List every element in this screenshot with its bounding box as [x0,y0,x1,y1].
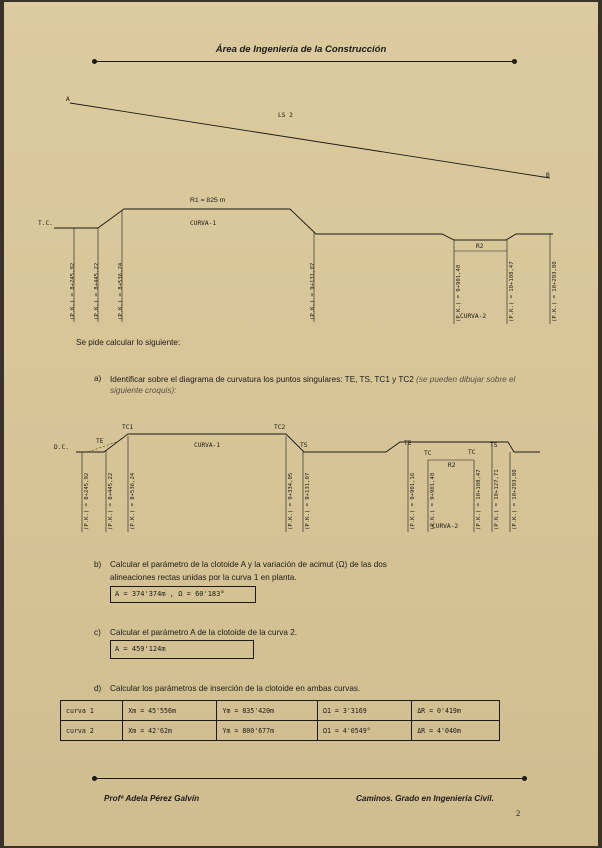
pk-label-3: (P.K.) = 8+536,24 [118,262,124,320]
question-b-line1: Calcular el parámetro de la clotoide A y la variación de acimut (Ω) de las dos [110,560,387,569]
point-a-label: A [66,96,70,103]
insertion-params-table [60,700,500,741]
table-cell: Xm = 45'556m [123,701,217,721]
ts-label-1: TS [300,442,308,449]
pk2-label-6: (P.K.) = 9+901,16 [410,472,416,530]
pk-label-4: (P.K.) = 9+131,07 [310,262,316,320]
table-cell: Ω1 = 4'0549° [318,721,412,741]
dc-label: D.C. [54,444,69,451]
question-d-marker: d) [94,684,102,693]
curve1-label-2: CURVA-1 [194,442,221,449]
te-label-2: TE [404,440,412,447]
ls-label: LS 2 [278,112,293,119]
answer-b-box: A = 374'374m , Ω = 60'183° [110,586,256,603]
curve2-label: CURVA-2 [460,313,487,320]
footer-rule-dot-right [522,776,527,781]
pk-label-1: (P.K.) = 8+245,92 [70,262,76,320]
r1-label: R1 = 825 m [190,197,226,204]
pk2-label-9: (P.K.) = 10+127,71 [494,469,500,530]
table-cell: ΔR = 0'419m [412,701,500,721]
table-row [61,701,500,721]
table-row [61,721,500,741]
pk2-label-1: (P.K.) = 8+245,92 [84,472,90,530]
point-b-label: B [546,172,550,179]
tc4-label: TC [468,449,476,456]
pk2-label-8: (P.K.) = 10+108,47 [476,469,482,530]
table-cell: Ω1 = 3'3169 [318,701,412,721]
footer-author: Profª Adela Pérez Galvín [104,794,200,803]
footer-course: Caminos. Grado en Ingeniería Civil. [356,794,494,803]
pk-label-2: (P.K.) = 8+445,22 [94,262,100,320]
pk-label-6: (P.K.) = 10+108,47 [509,261,515,322]
pk2-label-3: (P.K.) = 8+536,24 [130,472,136,530]
pk-label-5: (P.K.) = 9+901,48 [456,264,462,322]
te-label-1: TE [96,438,104,445]
question-a-note: (se pueden dibujar sobre el siguiente croquis): [110,375,516,395]
pk2-label-4: (P.K.) = 9+334,05 [288,472,294,530]
table-cell: Xm = 42'62m [123,721,217,741]
answer-c-box: A = 459'124m [110,640,254,659]
pk2-label-10: (P.K.) = 10+293,80 [512,469,518,530]
intro-text: Se pide calcular lo siguiente: [76,338,181,347]
r2-label-2: R2 [448,462,456,469]
page-number: 2 [516,808,521,818]
question-c-text: Calcular el parámetro A de la clotoide de la curva 2. [110,628,298,637]
question-d-text: Calcular los parámetros de inserción de la clotoide en ambas curvas. [110,684,361,693]
curve1-label: CURVA-1 [190,220,217,227]
question-a-text [110,374,530,396]
table-cell: Ym = 800'677m [217,721,318,741]
question-c-marker: c) [94,628,101,637]
pk2-label-2: (P.K.) = 8+445,22 [108,472,114,530]
table-cell: curva 2 [61,721,123,741]
tc2-label: TC2 [274,424,286,431]
footer-rule [96,778,524,779]
pk2-label-5: (P.K.) = 9+131,07 [305,472,311,530]
tc-label: T.C. [38,220,53,227]
curve2-label-2: CURVA-2 [432,523,459,530]
tc3-label: TC [424,450,432,457]
tc1-label: TC1 [122,424,134,431]
pk-label-7: (P.K.) = 10+293,80 [552,261,558,322]
table-cell: curva 1 [61,701,123,721]
pk2-label-7: (P.K.) = 9+901,48 [430,472,436,530]
document-page [4,2,598,846]
ts-label-2: TS [490,442,498,449]
question-a-body: Identificar sobre el diagrama de curvatura los puntos singulares: TE, TS, TC1 y TC2 [110,375,414,384]
question-b-line2: alineaciones rectas unidas por la curva 1 en planta. [110,573,297,582]
r2-label: R2 [476,243,484,250]
table-cell: ΔR = 4'040m [412,721,500,741]
curvature-diagram-2 [4,402,598,542]
question-b-marker: b) [94,560,102,569]
question-a-marker: a) [94,374,102,383]
header-title: Área de Ingeniería de la Construcción [215,44,387,55]
table-cell: Ym = 835'420m [217,701,318,721]
